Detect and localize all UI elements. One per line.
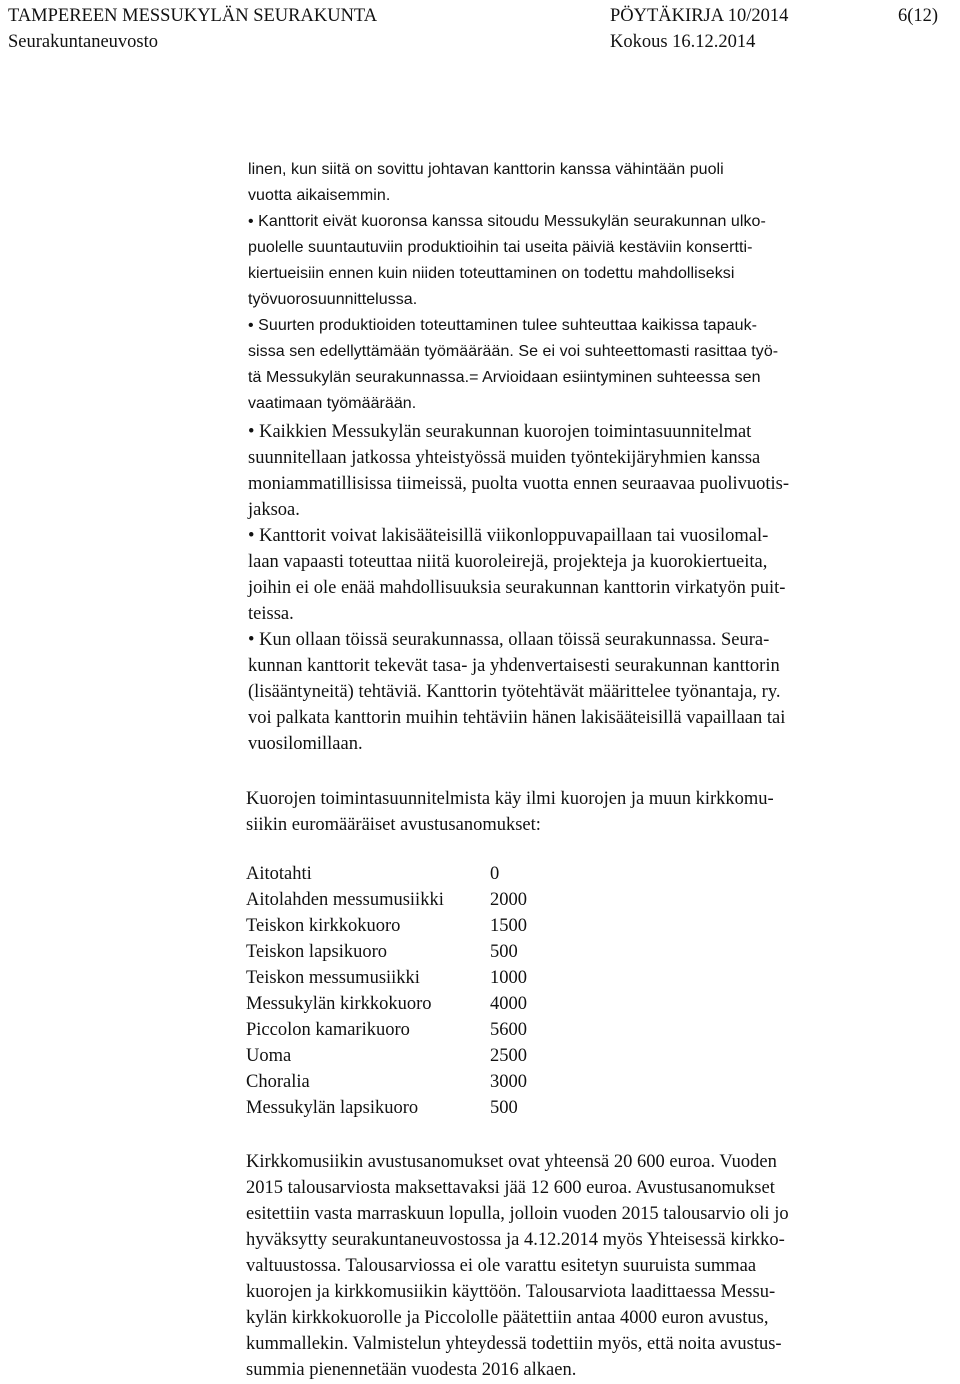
- grant-amount: 1000: [490, 968, 527, 988]
- choir-name: Choralia: [246, 1072, 310, 1092]
- grant-amount: 2500: [490, 1046, 527, 1066]
- text-line: kuorojen ja kirkkomusiikin käyttöön. Talousarviota laadittaessa Messu-: [246, 1282, 776, 1302]
- text-line: kylän kirkkokuorolle ja Piccololle päätettiin antaa 4000 euron avustus,: [246, 1308, 769, 1328]
- grant-amount: 2000: [490, 890, 527, 910]
- choir-name: Aitolahden messumusiikki: [246, 890, 444, 910]
- text-line: voi palkata kanttorin muihin tehtäviin hänen lakisääteisillä vapaillaan tai: [248, 708, 786, 728]
- text-line: laan vapaasti toteuttaa niitä kuoroleirejä, projekteja ja kuorokiertueita,: [248, 552, 768, 572]
- text-line: • Suurten produktioiden toteuttaminen tulee suhteuttaa kaikissa tapauk-: [248, 317, 758, 334]
- text-line: • Kun ollaan töissä seurakunnassa, ollaan töissä seurakunnassa. Seura-: [248, 630, 770, 650]
- text-line: • Kanttorit voivat lakisääteisillä viikonloppuvapaillaan tai vuosilomal-: [248, 526, 769, 546]
- text-line: puolelle suuntautuviin produktioihin tai useita päiviä kestäviin konsertti-: [248, 239, 753, 256]
- text-line: summia pienennetään vuodesta 2016 alkaen.: [246, 1360, 577, 1380]
- text-line: suunnitellaan jatkossa yhteistyössä muiden työntekijäryhmien kanssa: [248, 448, 761, 468]
- text-line: • Kaikkien Messukylän seurakunnan kuorojen toimintasuunnitelmat: [248, 422, 752, 442]
- choir-name: Teiskon messumusiikki: [246, 968, 420, 988]
- choir-name: Messukylän kirkkokuoro: [246, 994, 432, 1014]
- choir-name: Aitotahti: [246, 864, 312, 884]
- text-line: siikin euromääräiset avustusanomukset:: [246, 815, 541, 835]
- text-line: vuotta aikaisemmin.: [248, 187, 391, 204]
- grant-amount: 4000: [490, 994, 527, 1014]
- text-line: kummallekin. Valmistelun yhteydessä todettiin myös, että noita avustus-: [246, 1334, 782, 1354]
- choir-name: Piccolon kamarikuoro: [246, 1020, 410, 1040]
- text-line: jaksoa.: [248, 500, 300, 520]
- grant-amount: 5600: [490, 1020, 527, 1040]
- text-line: vaatimaan työmäärään.: [248, 395, 417, 412]
- text-line: • Kanttorit eivät kuoronsa kanssa sitoudu Messukylän seurakunnan ulko-: [248, 213, 766, 230]
- text-line: esitettiin vasta marraskuun lopulla, jolloin vuoden 2015 talousarvio oli jo: [246, 1204, 789, 1224]
- header-document-title: PÖYTÄKIRJA 10/2014: [610, 6, 789, 26]
- text-line: sissa sen edellyttämään työmäärään. Se ei voi suhteettomasti rasittaa työ-: [248, 343, 779, 360]
- text-line: tä Messukylän seurakunnassa.= Arvioidaan esiintyminen suhteessa sen: [248, 369, 761, 386]
- text-line: hyväksytty seurakuntaneuvostossa ja 4.12.2014 myös Yhteisessä kirkko-: [246, 1230, 785, 1250]
- text-line: (lisääntyneitä) tehtäviä. Kanttorin työtehtävät määrittelee työnantaja, ry.: [248, 682, 781, 702]
- choir-name: Teiskon lapsikuoro: [246, 942, 388, 962]
- header-page-number: 6(12): [898, 6, 939, 26]
- choir-name: Teiskon kirkkokuoro: [246, 916, 401, 936]
- grant-amount: 0: [490, 864, 500, 884]
- choir-name: Uoma: [246, 1046, 292, 1066]
- grant-amount: 1500: [490, 916, 527, 936]
- header-meeting-date: Kokous 16.12.2014: [610, 32, 756, 52]
- header-body: Seurakuntaneuvosto: [8, 32, 159, 52]
- text-line: teissa.: [248, 604, 294, 624]
- text-line: Kirkkomusiikin avustusanomukset ovat yhteensä 20 600 euroa. Vuoden: [246, 1152, 777, 1172]
- text-line: joihin ei ole enää mahdollisuuksia seurakunnan kanttorin virkatyön puit-: [248, 578, 786, 598]
- text-line: Kuorojen toimintasuunnitelmista käy ilmi kuorojen ja muun kirkkomu-: [246, 789, 774, 809]
- text-line: 2015 talousarviosta maksettavaksi jää 12 600 euroa. Avustusanomukset: [246, 1178, 775, 1198]
- grant-amount: 500: [490, 1098, 518, 1118]
- header-organization: TAMPEREEN MESSUKYLÄN SEURAKUNTA: [8, 6, 378, 26]
- text-line: moniammatillisissa tiimeissä, puolta vuotta ennen seuraavaa puolivuotis-: [248, 474, 790, 494]
- choir-name: Messukylän lapsikuoro: [246, 1098, 419, 1118]
- text-line: linen, kun siitä on sovittu johtavan kanttorin kanssa vähintään puoli: [248, 161, 724, 178]
- text-line: kunnan kanttorit tekevät tasa- ja yhdenvertaisesti seurakunnan kanttorin: [248, 656, 780, 676]
- grant-amount: 500: [490, 942, 518, 962]
- text-line: vuosilomillaan.: [248, 734, 363, 754]
- text-line: työvuorosuunnittelussa.: [248, 291, 418, 308]
- text-line: valtuustossa. Talousarviossa ei ole varattu esitetyn suuruista summaa: [246, 1256, 757, 1276]
- grant-amount: 3000: [490, 1072, 527, 1092]
- text-line: kiertueisiin ennen kuin niiden toteuttaminen on todettu mahdolliseksi: [248, 265, 735, 282]
